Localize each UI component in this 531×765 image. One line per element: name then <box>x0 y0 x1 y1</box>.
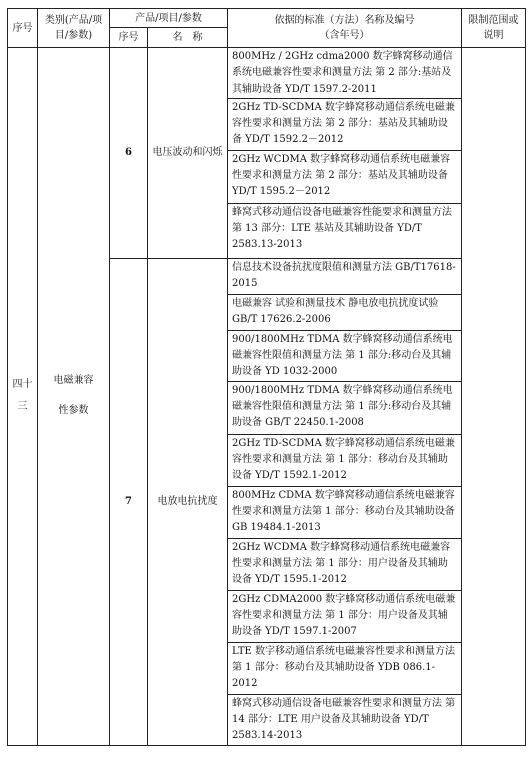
limit-cell <box>462 48 526 746</box>
standard-cell: 2GHz TD-SCDMA 数字蜂窝移动通信系统电磁兼容性要求和测量方法 第 1 部分：移动台及其辅助设备 YD/T 1592.1-2012 <box>228 434 462 486</box>
standard-cell: 900/1800MHz TDMA 数字蜂窝移动通信系统电磁兼容性限值和测量方法 第 1 部分:移动台及其辅助设备 GB/T 22450.1-2008 <box>228 381 462 434</box>
standard-cell: LTE 数字移动通信系统电磁兼容性要求和测量方法 第 1 部分：移动台及其辅助设备 YDB 086.1-2012 <box>228 642 462 694</box>
header-sub-seq: 序号 <box>110 28 148 48</box>
group-seq: 7 <box>110 258 148 745</box>
group-name: 电压波动和闪烁 <box>148 48 228 259</box>
group-name: 电放电抗扰度 <box>148 258 228 745</box>
header-category: 类别(产品/项目/参数) <box>38 9 110 48</box>
header-sub-name: 名 称 <box>148 28 228 48</box>
standard-cell: 电磁兼容 试验和测量技术 静电放电抗扰度试验 GB/T 17626.2-2006 <box>228 294 462 330</box>
group-seq: 6 <box>110 48 148 259</box>
standard-cell: 蜂窝式移动通信设备电磁兼容性能要求和测量方法 第 13 部分：LTE 基站及其辅助设备 YD/T 2583.13-2013 <box>228 203 462 258</box>
standard-cell: 信息技术设备抗扰度限值和测量方法 GB/T17618-2015 <box>228 258 462 294</box>
section-category: 电磁兼容性参数 <box>38 48 110 746</box>
standard-cell: 800MHz CDMA 数字蜂窝移动通信系统电磁兼容性要求和测量方法第 1 部分：移动台及其辅助设备 GB 19484.1-2013 <box>228 486 462 538</box>
standard-cell: 蜂窝式移动通信设备电磁兼容性要求和测量方法 第 14 部分：LTE 用户设备及其辅助设备 YD/T 2583.14-2013 <box>228 694 462 745</box>
standard-cell: 900/1800MHz TDMA 数字蜂窝移动通信系统电磁兼容性限值和测量方法 第 1 部分:移动台及其辅助设备 YD 1032-2000 <box>228 330 462 381</box>
standards-table <box>7 8 526 746</box>
header-limit: 限制范围或说明 <box>462 9 526 48</box>
standard-cell: 2GHz WCDMA 数字蜂窝移动通信系统电磁兼容性要求和测量方法 第 1 部分：用户设备及其辅助设备 YD/T 1595.1-2012 <box>228 538 462 590</box>
standard-cell: 2GHz CDMA2000 数字蜂窝移动通信系统电磁兼容性要求和测量方法 第 1 部分：用户设备及其辅助设备 YD/T 1597.1-2007 <box>228 590 462 642</box>
standard-cell: 2GHz TD-SCDMA 数字蜂窝移动通信系统电磁兼容性要求和测量方法 第 2 部分：基站及其辅助设备 YD/T 1592.2－2012 <box>228 98 462 150</box>
header-seq: 序号 <box>8 9 38 48</box>
section-seq: 四十三 <box>8 48 38 746</box>
standard-cell: 2GHz WCDMA 数字蜂窝移动通信系统电磁兼容性要求和测量方法 第 2 部分：基站及其辅助设备 YD/T 1595.2－2012 <box>228 150 462 203</box>
standard-cell: 800MHz / 2GHz cdma2000 数字蜂窝移动通信系统电磁兼容性要求和测量方法 第 2 部分:基站及其辅助设备 YD/T 1597.2-2011 <box>228 48 462 99</box>
header-standard: 依据的标准（方法）名称及编号（含年号） <box>228 9 462 48</box>
header-group: 产品/项目/参数 <box>110 9 228 28</box>
